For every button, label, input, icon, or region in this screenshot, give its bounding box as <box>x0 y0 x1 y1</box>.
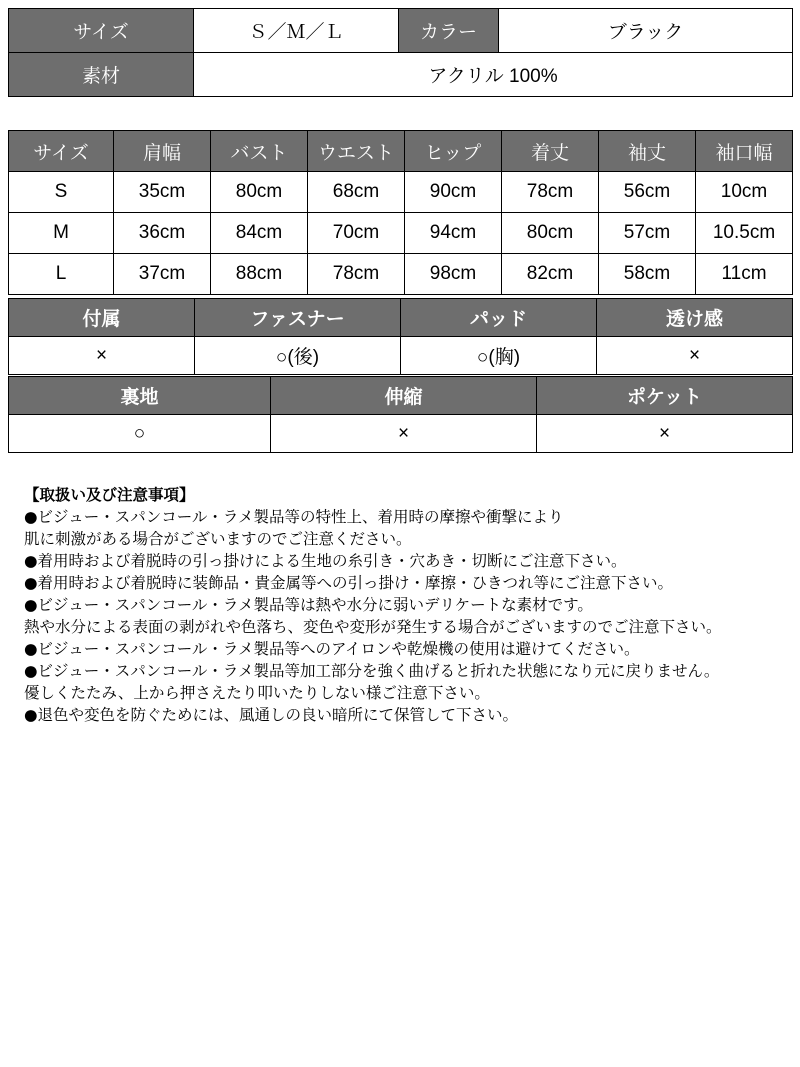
col-header-pocket: ポケット <box>537 377 793 415</box>
cell-accessory-value: × <box>9 337 195 375</box>
material-size-value: Ｓ／Ｍ／Ｌ <box>194 9 399 53</box>
cell-length-m: 80cm <box>502 213 599 254</box>
cell-stretch-value: × <box>271 415 537 453</box>
cell-cuff-s: 10cm <box>696 172 793 213</box>
col-header-waist: ウエスト <box>308 131 405 172</box>
cell-hip-s: 90cm <box>405 172 502 213</box>
care-note-line: 肌に刺激がある場合がございますのでご注意ください。 <box>24 530 412 548</box>
cell-bust-m: 84cm <box>211 213 308 254</box>
col-header-stretch: 伸縮 <box>271 377 537 415</box>
material-color-label: カラー <box>399 9 499 53</box>
cell-hip-l: 98cm <box>405 254 502 295</box>
care-notes <box>24 484 776 726</box>
cell-zipper-value: ○(後) <box>195 337 401 375</box>
table-row <box>9 213 793 254</box>
material-table <box>8 8 793 97</box>
cell-size-l: L <box>9 254 114 295</box>
cell-size-s: S <box>9 172 114 213</box>
col-header-bust: バスト <box>211 131 308 172</box>
cell-waist-l: 78cm <box>308 254 405 295</box>
care-note-line: ●着用時および着脱時に装飾品・貴金属等への引っ掛け・摩擦・ひきつれ等にご注意下さい。 <box>24 574 674 592</box>
cell-size-m: M <box>9 213 114 254</box>
care-note-line: ●ビジュー・スパンコール・ラメ製品等は熱や水分に弱いデリケートな素材です。 <box>24 596 593 614</box>
care-note-line: ●ビジュー・スパンコール・ラメ製品等の特性上、着用時の摩擦や衝撃により <box>24 508 564 526</box>
cell-shoulder-s: 35cm <box>114 172 211 213</box>
cell-bust-l: 88cm <box>211 254 308 295</box>
material-size-label: サイズ <box>9 9 194 53</box>
col-header-length: 着丈 <box>502 131 599 172</box>
cell-shoulder-m: 36cm <box>114 213 211 254</box>
material-fabric-value: アクリル 100% <box>194 53 793 97</box>
cell-pad-value: ○(胸) <box>401 337 597 375</box>
cell-sleeve-l: 58cm <box>599 254 696 295</box>
table-header-row <box>9 299 793 337</box>
table-header-row <box>9 377 793 415</box>
table-row <box>9 9 793 53</box>
care-note-line: ●ビジュー・スパンコール・ラメ製品等へのアイロンや乾燥機の使用は避けてください。 <box>24 640 640 658</box>
cell-sheerness-value: × <box>597 337 793 375</box>
col-header-cuff-width: 袖口幅 <box>696 131 793 172</box>
features-table-body <box>9 299 793 375</box>
col-header-size: サイズ <box>9 131 114 172</box>
care-note-line: ●退色や変色を防ぐためには、風通しの良い暗所にて保管して下さい。 <box>24 706 519 724</box>
col-header-lining: 裏地 <box>9 377 271 415</box>
col-header-sheerness: 透け感 <box>597 299 793 337</box>
cell-cuff-m: 10.5cm <box>696 213 793 254</box>
measurements-table-body <box>9 131 793 295</box>
cell-waist-m: 70cm <box>308 213 405 254</box>
col-header-zipper: ファスナー <box>195 299 401 337</box>
table-row <box>9 53 793 97</box>
table-row <box>9 415 793 453</box>
material-fabric-label: 素材 <box>9 53 194 97</box>
cell-hip-m: 94cm <box>405 213 502 254</box>
col-header-pad: パッド <box>401 299 597 337</box>
care-note-line: ●着用時および着脱時の引っ掛けによる生地の糸引き・穴あき・切断にご注意下さい。 <box>24 552 627 570</box>
col-header-hip: ヒップ <box>405 131 502 172</box>
table-row <box>9 254 793 295</box>
care-note-line: 優しくたたみ、上から押さえたり叩いたりしない様ご注意下さい。 <box>24 684 490 702</box>
cell-pocket-value: × <box>537 415 793 453</box>
care-notes-title: 【取扱い及び注意事項】 <box>24 486 195 504</box>
cell-length-l: 82cm <box>502 254 599 295</box>
cell-sleeve-s: 56cm <box>599 172 696 213</box>
cell-waist-s: 68cm <box>308 172 405 213</box>
lining-table <box>8 376 793 453</box>
measurements-table <box>8 130 793 295</box>
care-note-line: 熱や水分による表面の剥がれや色落ち、変色や変形が発生する場合がございますのでご注意下さい。 <box>24 618 722 636</box>
col-header-accessory: 付属 <box>9 299 195 337</box>
material-table-body <box>9 9 793 97</box>
cell-bust-s: 80cm <box>211 172 308 213</box>
cell-length-s: 78cm <box>502 172 599 213</box>
care-note-line: ●ビジュー・スパンコール・ラメ製品等加工部分を強く曲げると折れた状態になり元に戻りません。 <box>24 662 720 680</box>
table-header-row <box>9 131 793 172</box>
col-header-shoulder: 肩幅 <box>114 131 211 172</box>
table-row <box>9 337 793 375</box>
cell-sleeve-m: 57cm <box>599 213 696 254</box>
table-row <box>9 172 793 213</box>
col-header-sleeve-length: 袖丈 <box>599 131 696 172</box>
lining-table-body <box>9 377 793 453</box>
cell-lining-value: ○ <box>9 415 271 453</box>
cell-shoulder-l: 37cm <box>114 254 211 295</box>
features-table <box>8 298 793 375</box>
cell-cuff-l: 11cm <box>696 254 793 295</box>
material-color-value: ブラック <box>499 9 793 53</box>
